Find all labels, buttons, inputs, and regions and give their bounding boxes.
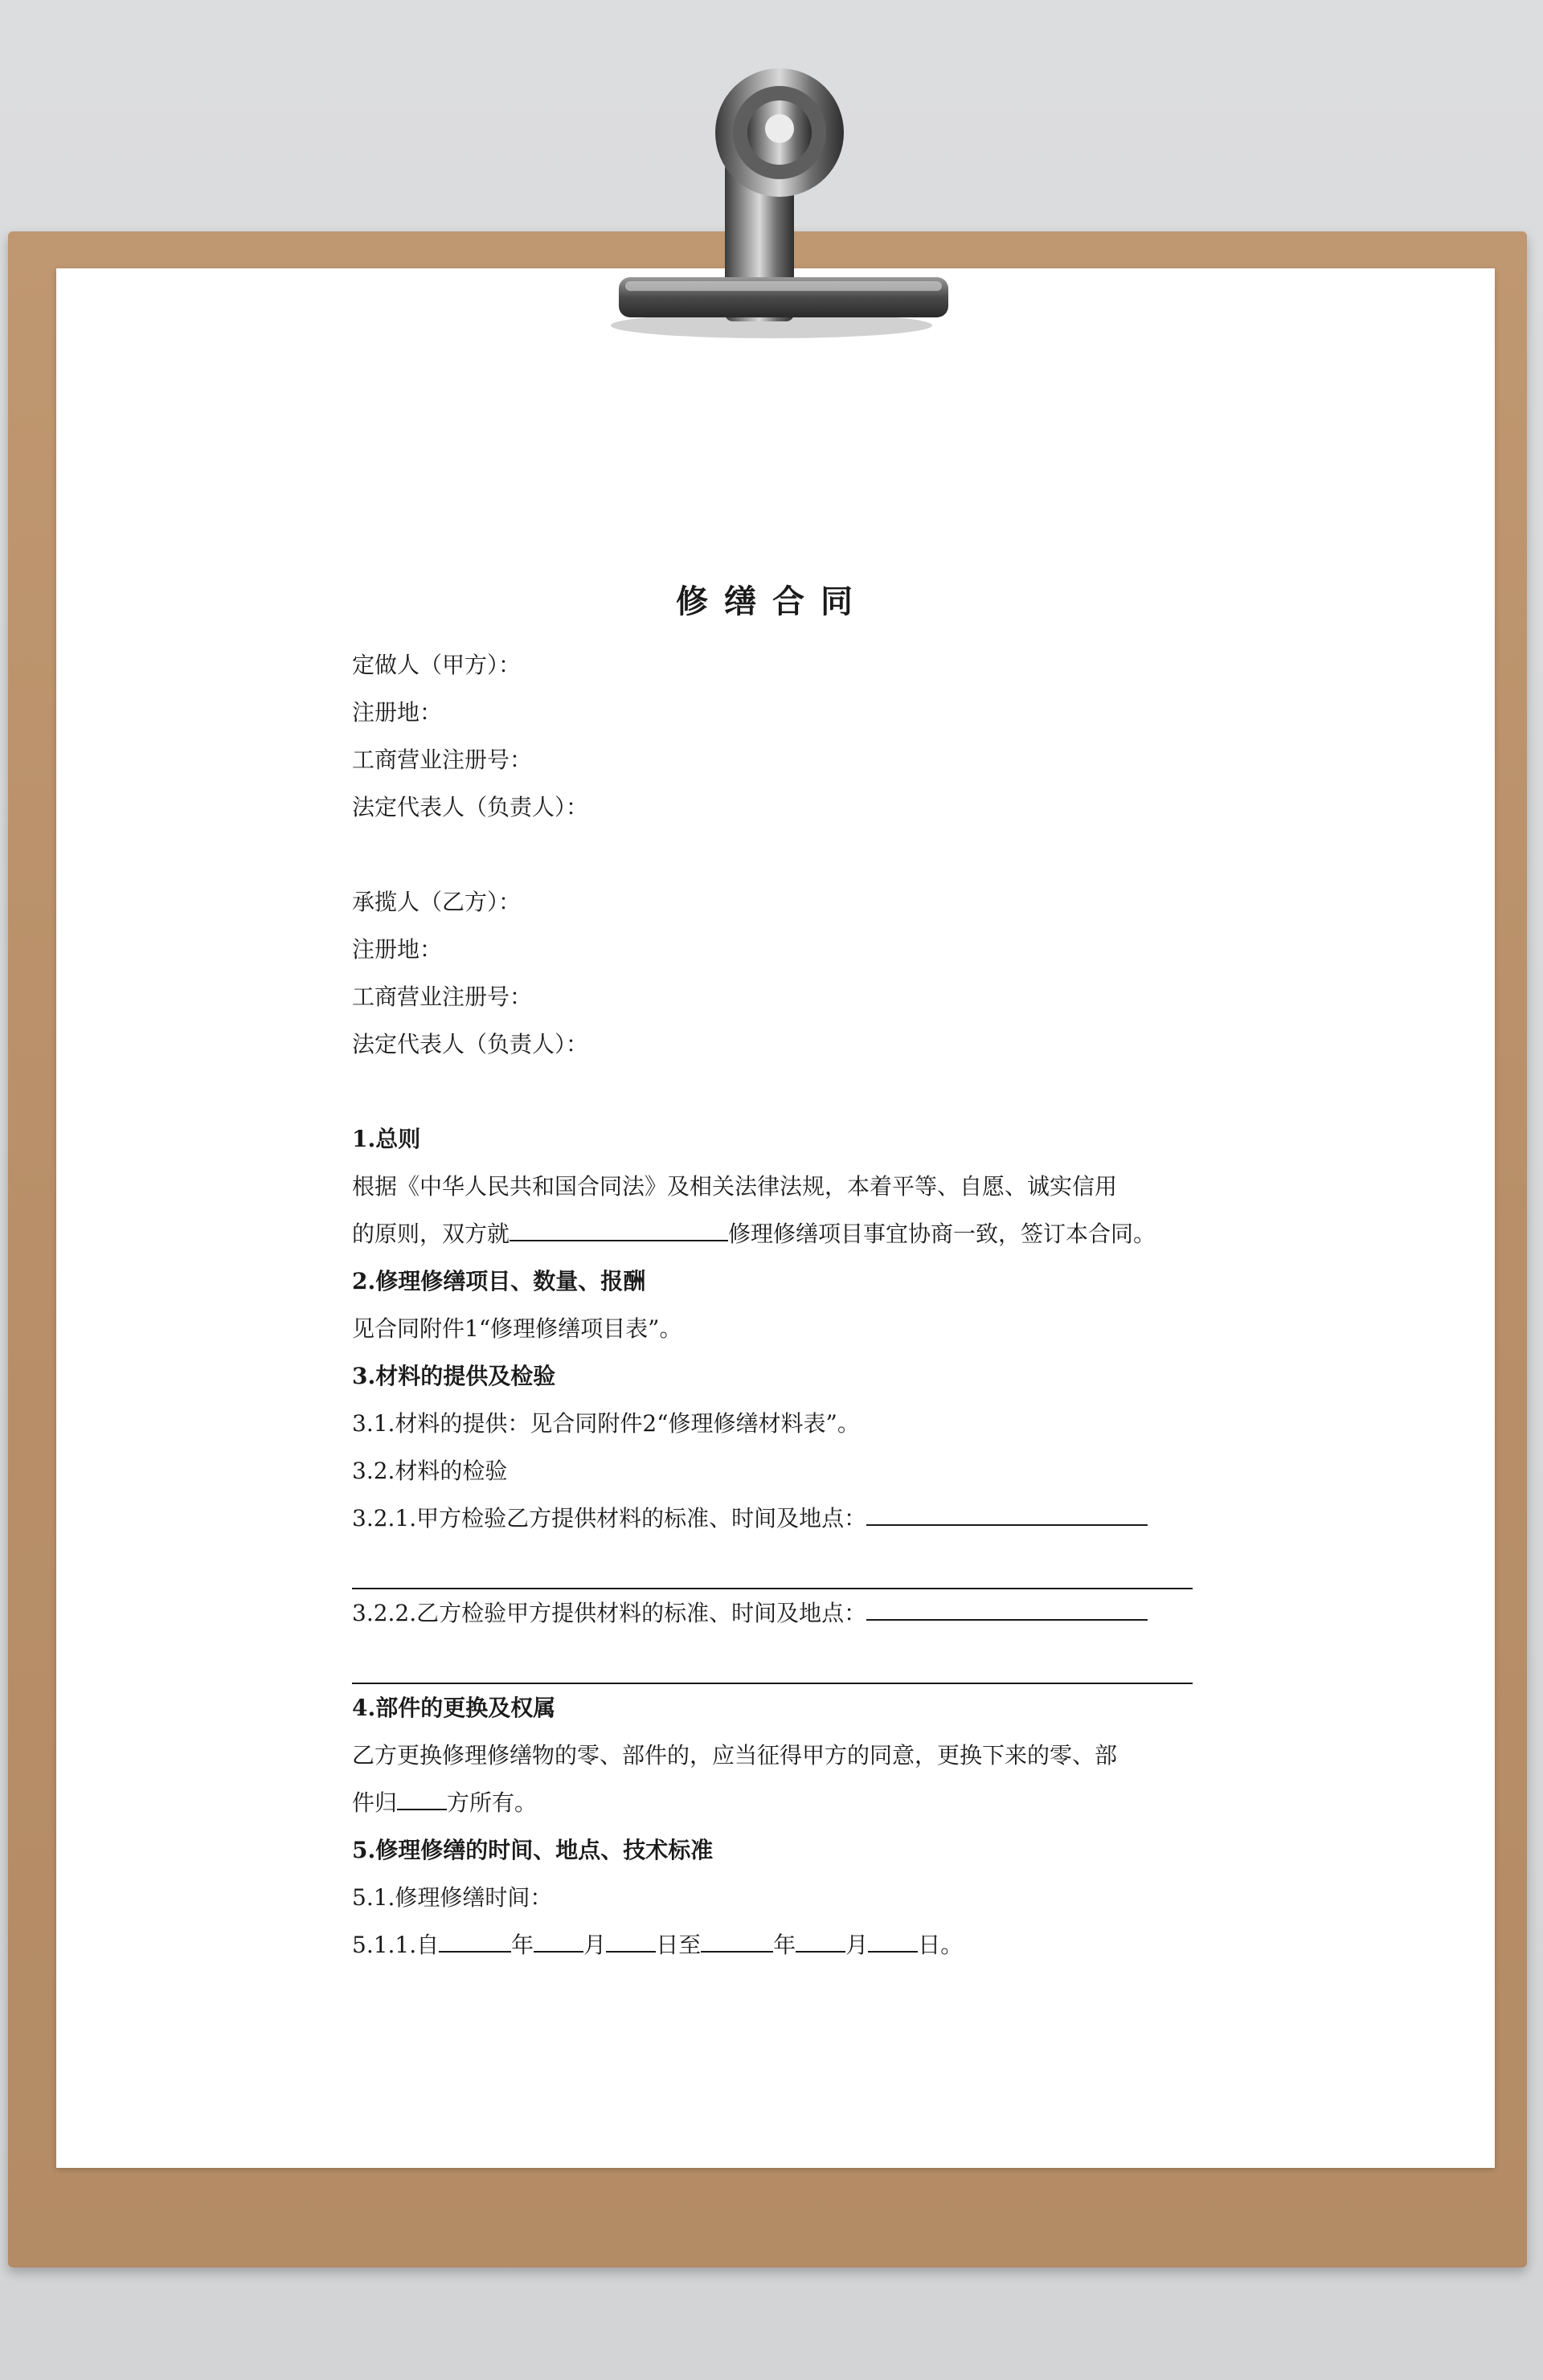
contract-document: [352, 562, 1193, 1969]
project-name-blank[interactable]: [510, 1217, 728, 1241]
end-day-blank[interactable]: [868, 1928, 918, 1953]
day-to-label: 日至: [656, 1932, 702, 1958]
item-3-2-1: [352, 1495, 1193, 1542]
section-4-text-line-2: [352, 1779, 1193, 1826]
item-3-2: 3.2.材料的检验: [352, 1458, 508, 1484]
party-b-legal-rep-label: 法定代表人（负责人）：: [352, 1031, 589, 1057]
item-3-2-1-blank[interactable]: [866, 1502, 1148, 1526]
item-3-2-1-blank-line-2[interactable]: [352, 1542, 1193, 1589]
item-3-2-2: [352, 1589, 1193, 1637]
section-3-heading: 3.材料的提供及检验: [352, 1363, 556, 1389]
section-4-heading: 4.部件的更换及权属: [352, 1695, 556, 1721]
party-a-address-label: 注册地：: [352, 699, 443, 726]
item-5-1-1: [352, 1921, 1193, 1969]
item-5-1: 5.1.修理修缮时间：: [352, 1884, 553, 1911]
section-4-text-part-a: 件归: [352, 1789, 398, 1816]
party-b-name-label: 承揽人（乙方）：: [352, 889, 522, 915]
item-3-2-2-blank-line-2[interactable]: [352, 1637, 1193, 1684]
item-3-2-1-label: 3.2.1.甲方检验乙方提供材料的标准、时间及地点：: [352, 1505, 867, 1531]
start-month-blank[interactable]: [534, 1928, 583, 1953]
party-a-name-label: 定做人（甲方）：: [352, 652, 522, 678]
spacer: [352, 1068, 1193, 1115]
start-day-blank[interactable]: [606, 1928, 656, 1953]
start-year-blank[interactable]: [439, 1928, 511, 1953]
section-1-text-part-b: 修理修缮项目事宜协商一致，签订本合同。: [728, 1221, 1156, 1247]
party-a-legal-rep-label: 法定代表人（负责人）：: [352, 794, 589, 820]
party-b-reg-no-label: 工商营业注册号：: [352, 983, 533, 1010]
section-1-heading: 1.总则: [352, 1126, 421, 1152]
item-3-2-2-label: 3.2.2.乙方检验甲方提供材料的标准、时间及地点：: [352, 1600, 867, 1626]
party-b-address-label: 注册地：: [352, 936, 443, 963]
day-label-2: 日。: [918, 1932, 964, 1958]
year-label-2: 年: [773, 1932, 796, 1958]
party-a-reg-no-label: 工商营业注册号：: [352, 746, 533, 773]
section-1-text-line-1: 根据《中华人民共和国合同法》及相关法律法规，本着平等、自愿、诚实信用: [352, 1173, 1118, 1200]
item-3-1: 3.1.材料的提供：见合同附件2“修理修缮材料表”。: [352, 1410, 860, 1437]
item-3-2-2-blank[interactable]: [866, 1597, 1148, 1621]
item-5-1-1-prefix: 5.1.1.自: [352, 1932, 440, 1958]
month-label: 月: [583, 1932, 607, 1958]
section-4-text-line-1: 乙方更换修理修缮物的零、部件的，应当征得甲方的同意，更换下来的零、部: [352, 1742, 1118, 1769]
spacer: [352, 831, 1193, 878]
section-4-text-part-b: 方所有。: [447, 1789, 538, 1816]
section-2-text: 见合同附件1“修理修缮项目表”。: [352, 1315, 682, 1342]
end-year-blank[interactable]: [701, 1928, 773, 1953]
month-label-2: 月: [845, 1932, 869, 1958]
page-title: 修缮合同: [676, 583, 869, 620]
owner-party-blank[interactable]: [397, 1786, 447, 1810]
section-1-text-line-2: [352, 1210, 1193, 1257]
end-month-blank[interactable]: [796, 1928, 845, 1953]
section-2-heading: 2.修理修缮项目、数量、报酬: [352, 1268, 646, 1294]
section-1-text-part-a: 的原则，双方就: [352, 1221, 510, 1247]
section-5-heading: 5.修理修缮的时间、地点、技术标准: [352, 1837, 714, 1863]
binder-clip-icon: [579, 48, 948, 354]
year-label: 年: [511, 1932, 534, 1958]
